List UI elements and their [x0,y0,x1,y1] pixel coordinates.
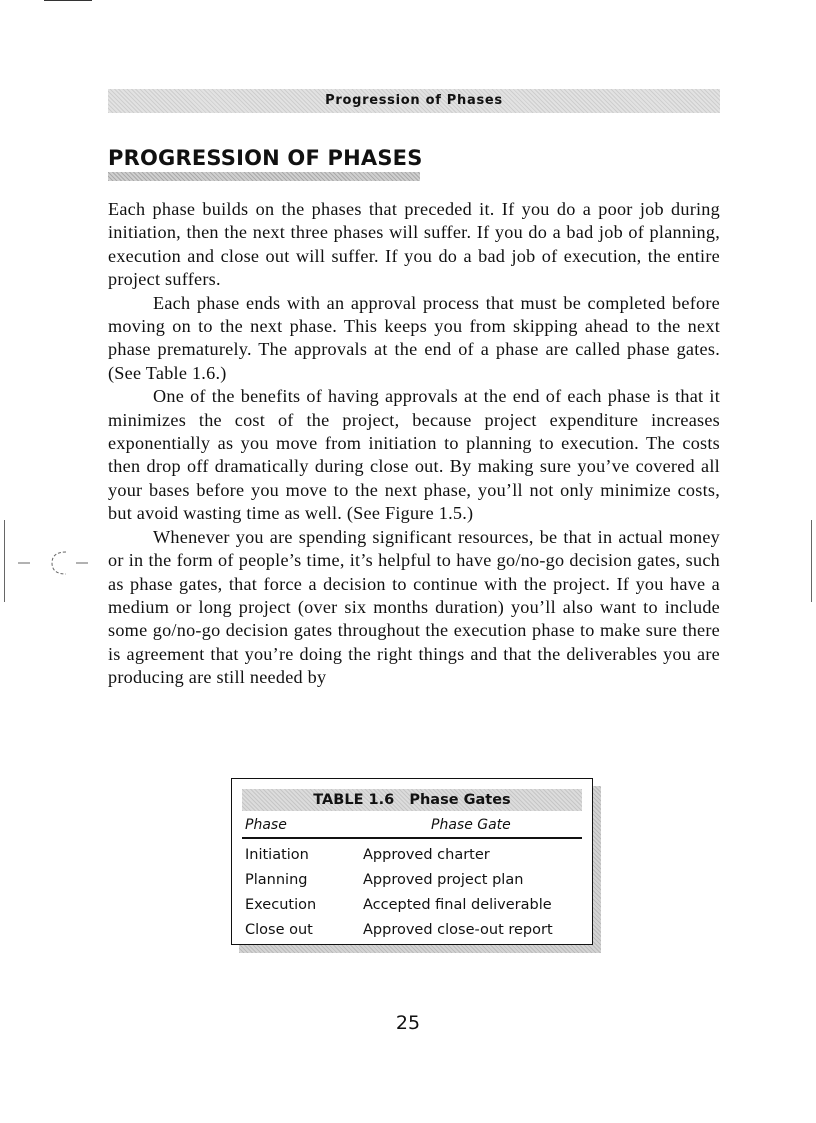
table-cell-gate: Approved charter [363,847,490,863]
paragraph: Each phase ends with an approval process that must be completed before moving on to the next phase. This keeps you from skipping ahead to the next phase prematurely. The approvals at the end of a phase are called phase gates. (See Table 1.6.) [108,292,720,383]
table-cell-gate: Approved project plan [363,872,524,888]
table-cell-gate: Accepted final deliverable [363,897,552,913]
table-cell-phase: Execution [245,897,317,913]
registration-mark-icon [18,548,92,578]
body-text [108,198,720,690]
top-crop-rule [44,0,92,1]
left-margin-rule [4,520,5,602]
table-cell-phase: Planning [245,872,308,888]
table-cell-phase: Initiation [245,847,309,863]
table-cell-phase: Close out [245,922,313,938]
section-heading: PROGRESSION OF PHASES [108,146,423,170]
table-cell-gate: Approved close-out report [363,922,553,938]
table-row [232,922,592,947]
paragraph: One of the benefits of having approvals at the end of each phase is that it minimizes the cost of the project, because project expenditure increases exponentially as you move from initiation to planning to execution. The costs then drop off dramatically during close out. By making sure you’ve covered all your bases before you move to the next phase, you’ll not only minimize costs, but avoid wasting time as well. (See Figure 1.5.) [108,386,720,524]
phase-gates-table [231,778,593,945]
right-margin-rule [811,520,812,602]
running-head: Progression of Phases [108,89,720,113]
table-row [232,847,592,872]
table-row [232,872,592,897]
paragraph: Whenever you are spending significant resources, be that in actual money or in the form of people’s time, it’s helpful to have go/no-go decision gates, such as phase gates, that force a decision to continue with the project. If you have a medium or long project (over six months duration) you’ll also want to include some go/no-go decision gates throughout the execution phase to make sure there is agreement that you’re doing the right things and that the deliverables you are producing are still needed by [108,526,720,688]
table-header-phase: Phase [245,817,287,833]
paragraph: Each phase builds on the phases that preceded it. If you do a poor job during initiation, then the next three phases will suffer. If you do a bad job of planning, execution and close out will suffer. If you do a bad job of execution, the entire project suffers. [108,199,720,290]
heading-underline [108,172,420,181]
table-row [232,897,592,922]
table-title: TABLE 1.6 Phase Gates [242,789,582,811]
table-header-rule [242,837,582,839]
page-number: 25 [395,1012,421,1034]
table-header-phase-gate: Phase Gate [431,817,511,833]
